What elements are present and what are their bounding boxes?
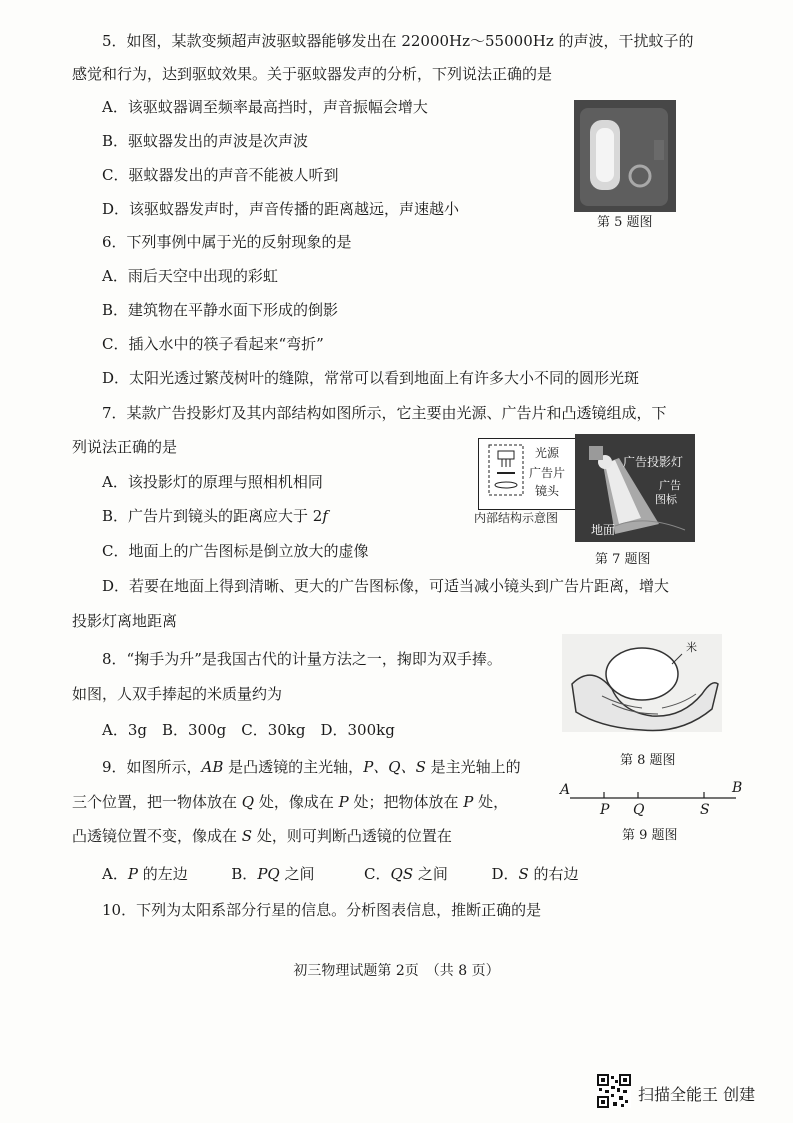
q9-text-8: 凸透镜位置不变，像成在	[72, 827, 242, 845]
q8-rice-label: 米	[686, 641, 697, 654]
q9-options	[102, 864, 579, 884]
q9-text-2: 是凸透镜的主光轴，	[223, 758, 364, 776]
q9-axis-figure	[556, 780, 746, 822]
q6-option-c: C．插入水中的筷子看起来“弯折”	[102, 335, 324, 353]
q9-pqs: P、Q、S	[363, 758, 426, 776]
q9-option-a	[102, 865, 188, 883]
q9-option-a-letter: A．	[102, 865, 128, 883]
q9-axis-label-a: A	[560, 782, 571, 798]
q5-stem-line1: 5．如图，某款变频超声波驱蚊器能够发出在 22000Hz～55000Hz 的声波，干扰蚊子的	[102, 32, 694, 50]
q10-stem: 10．下列为太阳系部分行星的信息。分析图表信息，推断正确的是	[102, 901, 542, 919]
q8-hands-rice-figure	[562, 634, 722, 732]
qr-code-icon	[597, 1074, 631, 1108]
q5-option-c: C．驱蚊器发出的声音不能被人听到	[102, 166, 339, 184]
q9-option-b-letter: B．	[231, 865, 258, 883]
q9-p: P	[338, 793, 349, 811]
q9-axis-label-b: B	[732, 780, 743, 796]
q9-text-9: 处，则可判断凸透镜的位置在	[252, 827, 452, 845]
q6-option-d: D．太阳光透过繁茂树叶的缝隙，常常可以看到地面上有许多大小不同的圆形光斑	[102, 369, 640, 387]
q9-text-3: 是主光轴上的	[425, 758, 521, 776]
q8-stem-line1: 8．“掬手为升”是我国古代的计量方法之一，掬即为双手捧。	[102, 650, 502, 668]
q6-option-b: B．建筑物在平静水面下形成的倒影	[102, 301, 339, 319]
q5-option-a: A．该驱蚊器调至频率最高挡时，声音振幅会增大	[102, 98, 428, 116]
q7-option-c: C．地面上的广告图标是倒立放大的虚像	[102, 542, 369, 560]
q9-option-d-letter: D．	[491, 865, 519, 883]
q9-option-a-var: P	[127, 865, 138, 883]
q7-option-b-text: B．广告片到镜头的距离应大于 2	[102, 507, 323, 525]
q8-figure-caption: 第 8 题图	[620, 753, 676, 768]
page-footer: 初三物理试题第 2页 （共 8 页）	[293, 963, 500, 979]
q9-s: S	[241, 827, 253, 845]
q7-figure-caption: 第 7 题图	[595, 552, 651, 567]
q9-figure-caption: 第 9 题图	[622, 828, 678, 843]
q9-text-1: 9．如图所示，	[102, 758, 202, 776]
q9-option-d-text: 的右边	[528, 865, 579, 883]
q7-structure-diagram	[478, 438, 576, 510]
q5-figure-caption: 第 5 题图	[597, 215, 653, 230]
q7-option-b	[102, 506, 328, 526]
q7-photo-label-ground: 地面	[591, 523, 616, 537]
q7-projector-photo	[575, 434, 695, 542]
q9-axis-label-q: Q	[633, 802, 645, 818]
q7-option-a: A．该投影灯的原理与照相机相同	[102, 473, 323, 491]
q9-option-c-var: QS	[390, 865, 414, 883]
q5-stem-line2: 感觉和行为，达到驱蚊效果。关于驱蚊器发声的分析，下列说法正确的是	[72, 65, 553, 83]
q9-option-d-var: S	[518, 865, 529, 883]
q9-axis-label-s: S	[700, 802, 710, 818]
q7-option-d-line2: 投影灯离地距离	[72, 612, 178, 630]
q7-option-b-f: f	[322, 507, 328, 525]
scanner-watermark: 扫描全能王 创建	[638, 1085, 756, 1104]
q9-text-7: 处，	[473, 793, 509, 811]
q9-stem-line1	[102, 757, 521, 777]
q5-mosquito-repeller-photo	[574, 100, 676, 212]
q8-options: A．3g B．300g C．30kg D．300kg	[102, 721, 395, 739]
q9-option-c	[364, 865, 448, 883]
q9-stem-line2	[72, 792, 508, 812]
q9-option-b	[231, 865, 314, 883]
q6-stem: 6．下列事例中属于光的反射现象的是	[102, 233, 352, 251]
q7-diagram-caption: 内部结构示意图	[474, 511, 559, 525]
q9-text-4: 三个位置，把一物体放在	[72, 793, 242, 811]
q5-option-d: D．该驱蚊器发声时，声音传播的距离越远，声速越小	[102, 200, 460, 218]
q9-ab: AB	[201, 758, 224, 776]
q5-option-b: B．驱蚊器发出的声波是次声波	[102, 132, 309, 150]
q9-option-b-text: 之间	[279, 865, 315, 883]
q7-photo-label-ad: 广告	[659, 479, 681, 492]
q9-option-c-text: 之间	[413, 865, 448, 883]
q9-stem-line3	[72, 826, 452, 846]
q7-photo-label-projector: 广告投影灯	[623, 455, 684, 469]
q7-label-film: 广告片	[529, 466, 566, 480]
q9-text-5: 处，像成在	[254, 793, 339, 811]
q7-stem-line1: 7．某款广告投影灯及其内部结构如图所示，它主要由光源、广告片和凸透镜组成，下	[102, 404, 667, 422]
q7-label-light-source: 光源	[535, 446, 560, 460]
q6-option-a: A．雨后天空中出现的彩虹	[102, 267, 278, 285]
q8-stem-line2: 如图，人双手捧起的米质量约为	[72, 685, 283, 703]
q9-axis-label-p: P	[600, 802, 610, 818]
q9-q: Q	[241, 793, 255, 811]
q9-text-6: 处；把物体放在	[348, 793, 464, 811]
q9-p2: P	[463, 793, 474, 811]
q7-photo-label-icon: 图标	[655, 493, 677, 506]
q9-option-b-var: PQ	[257, 865, 280, 883]
q7-option-d-line1: D．若要在地面上得到清晰、更大的广告图标像，可适当减小镜头到广告片距离，增大	[102, 577, 670, 595]
q9-option-c-letter: C．	[364, 865, 391, 883]
q7-label-lens: 镜头	[535, 484, 560, 498]
q9-option-d	[491, 865, 578, 883]
q9-option-a-text: 的左边	[137, 865, 188, 883]
q7-stem-line2: 列说法正确的是	[72, 438, 178, 456]
